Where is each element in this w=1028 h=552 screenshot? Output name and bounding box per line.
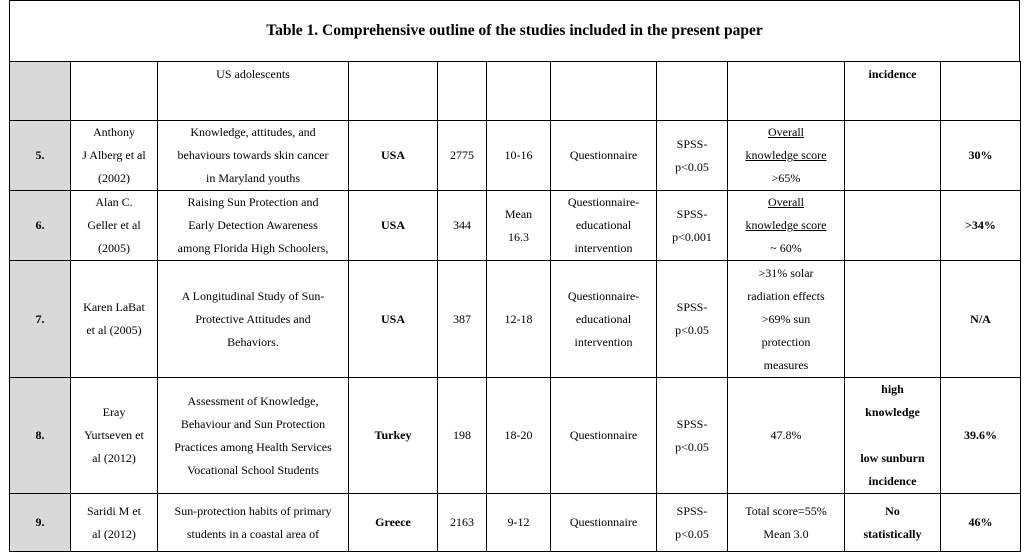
method-cell: Questionnaire (551, 494, 657, 552)
author-cell: Alan C. Geller et al (2005) (71, 191, 158, 261)
result-cell: N/A (941, 261, 1021, 378)
statistics-cell: SPSS- p<0.05 (657, 378, 728, 494)
age-cell: 18-20 (487, 378, 551, 494)
table-row (10, 378, 1021, 494)
age-cell: 12-18 (487, 261, 551, 378)
author-cell: Eray Yurtseven et al (2012) (71, 378, 158, 494)
study-title-cell: Raising Sun Protection and Early Detection Awareness among Florida High Schoolers, (158, 191, 349, 261)
author-cell: Karen LaBat et al (2005) (71, 261, 158, 378)
country-cell: USA (349, 121, 438, 191)
row-number-cell: 5. (10, 121, 71, 191)
knowledge-cell: Overall knowledge score ~ 60% (728, 191, 845, 261)
age-cell: 9-12 (487, 494, 551, 552)
result-cell: 46% (941, 494, 1021, 552)
table-row (10, 121, 1021, 191)
study-title-cell: Assessment of Knowledge, Behaviour and Sun Protection Practices among Health Services Vocational School Students (158, 378, 349, 494)
method-cell: Questionnaire (551, 378, 657, 494)
conclusion-cell: incidence (845, 62, 941, 121)
result-cell: 39.6% (941, 378, 1021, 494)
table-row (10, 261, 1021, 378)
statistics-cell: SPSS- p<0.05 (657, 121, 728, 191)
conclusion-cell (845, 191, 941, 261)
method-cell: Questionnaire- educational intervention (551, 261, 657, 378)
table-row (10, 191, 1021, 261)
knowledge-cell: Overall knowledge score >65% (728, 121, 845, 191)
conclusion-cell (845, 261, 941, 378)
table-row (10, 62, 1021, 121)
age-cell: Mean 16.3 (487, 191, 551, 261)
statistics-cell: SPSS- p<0.05 (657, 494, 728, 552)
knowledge-cell: 47.8% (728, 378, 845, 494)
conclusion-cell (845, 121, 941, 191)
conclusion-cell: high knowledge low sunburn incidence (845, 378, 941, 494)
country-cell: Greece (349, 494, 438, 552)
statistics-cell: SPSS- p<0.05 (657, 261, 728, 378)
sample-size-cell: 198 (438, 378, 487, 494)
result-cell: >34% (941, 191, 1021, 261)
conclusion-cell: No statistically (845, 494, 941, 552)
sample-size-cell: 387 (438, 261, 487, 378)
result-cell: 30% (941, 121, 1021, 191)
sample-size-cell: 2163 (438, 494, 487, 552)
study-title-cell: A Longitudinal Study of Sun- Protective Attitudes and Behaviors. (158, 261, 349, 378)
sample-size-cell: 344 (438, 191, 487, 261)
study-title-cell: US adolescents (158, 62, 349, 121)
method-cell: Questionnaire (551, 121, 657, 191)
country-cell: USA (349, 261, 438, 378)
row-number-cell: 6. (10, 191, 71, 261)
table-row (10, 494, 1021, 552)
studies-table (9, 61, 1021, 552)
study-title-cell: Knowledge, attitudes, and behaviours towards skin cancer in Maryland youths (158, 121, 349, 191)
author-cell: Saridi M et al (2012) (71, 494, 158, 552)
row-number-cell: 9. (10, 494, 71, 552)
age-cell: 10-16 (487, 121, 551, 191)
knowledge-cell: Total score=55% Mean 3.0 (728, 494, 845, 552)
study-title-cell: Sun-protection habits of primary students in a coastal area of (158, 494, 349, 552)
sample-size-cell: 2775 (438, 121, 487, 191)
knowledge-cell: >31% solar radiation effects >69% sun protection measures (728, 261, 845, 378)
country-cell: USA (349, 191, 438, 261)
row-number-cell: 7. (10, 261, 71, 378)
country-cell: Turkey (349, 378, 438, 494)
method-cell: Questionnaire- educational intervention (551, 191, 657, 261)
row-number-cell: 8. (10, 378, 71, 494)
table-title: Table 1. Comprehensive outline of the studies included in the present paper (9, 0, 1020, 61)
statistics-cell: SPSS- p<0.001 (657, 191, 728, 261)
row-number-cell (10, 62, 71, 121)
author-cell: Anthony J Alberg et al (2002) (71, 121, 158, 191)
